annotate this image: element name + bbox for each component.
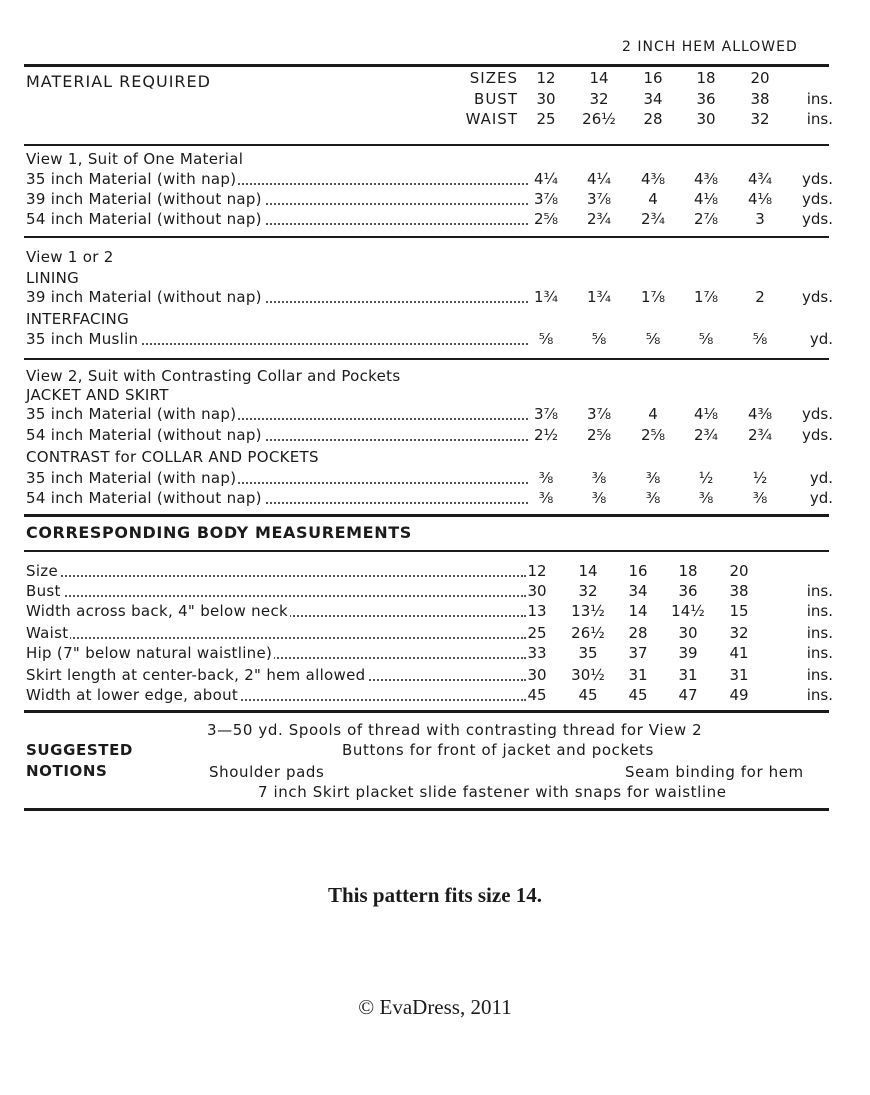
- notions-title-1: SUGGESTED: [26, 741, 133, 759]
- measure-value: 15: [729, 602, 749, 620]
- rule-notions: [24, 710, 829, 713]
- row-label-text: 54 inch Material (without nap): [26, 426, 262, 444]
- unit-label: yds.: [802, 426, 833, 444]
- size-header-value: 38: [750, 90, 770, 108]
- size-value: ⅜: [698, 489, 714, 507]
- measure-value: 35: [578, 644, 598, 662]
- size-header-value: 16: [643, 69, 663, 87]
- measure-value: 16: [628, 562, 648, 580]
- size-value: 1⅞: [640, 288, 666, 306]
- measure-label-text: Size: [26, 562, 58, 580]
- rule-view12: [24, 236, 829, 238]
- size-value: ⅜: [591, 489, 607, 507]
- size-header-value: 20: [750, 69, 770, 87]
- view12-heading: View 1 or 2: [26, 248, 114, 266]
- size-value: 4: [648, 190, 658, 208]
- unit-label: ins.: [806, 624, 833, 642]
- row-label-text: 35 inch Material (with nap): [26, 469, 237, 487]
- size-value: 3⅞: [533, 405, 559, 423]
- measure-value: 14: [628, 602, 648, 620]
- jacket-skirt-label: JACKET AND SKIRT: [26, 386, 169, 404]
- row-label: [26, 426, 528, 444]
- measure-label-text: Width at lower edge, about: [26, 686, 239, 704]
- lining-label: LINING: [26, 269, 80, 287]
- measure-value: 34: [628, 582, 648, 600]
- size-value: ⅜: [752, 489, 768, 507]
- measure-label-text: Width across back, 4" below neck: [26, 602, 288, 620]
- notion-shoulder-pads: Shoulder pads: [209, 763, 325, 781]
- size-value: 3: [755, 210, 765, 228]
- size-value: 2⅝: [586, 426, 612, 444]
- unit-label: ins.: [806, 686, 833, 704]
- size-value: 4⅜: [747, 405, 773, 423]
- size-value: 2¾: [640, 210, 666, 228]
- row-label-text: 35 inch Material (with nap): [26, 170, 237, 188]
- size-value: ⅜: [538, 469, 554, 487]
- unit-label: yds.: [802, 210, 833, 228]
- measure-value: 25: [527, 624, 547, 642]
- notion-thread: 3—50 yd. Spools of thread with contrasting thread for View 2: [207, 721, 703, 739]
- size-value: 4⅜: [640, 170, 666, 188]
- size-header-value: 32: [589, 90, 609, 108]
- measure-value: 45: [527, 686, 547, 704]
- measure-value: 41: [729, 644, 749, 662]
- notions-title-2: NOTIONS: [26, 762, 108, 780]
- size-value: ⅜: [645, 489, 661, 507]
- contrast-label: CONTRAST for COLLAR AND POCKETS: [26, 448, 319, 466]
- rule-view1: [24, 144, 829, 146]
- size-value: ⅝: [591, 330, 607, 348]
- unit-label: ins.: [806, 582, 833, 600]
- measure-value: 14½: [671, 602, 705, 620]
- unit-label: ins.: [806, 110, 833, 128]
- row-label: [26, 405, 528, 423]
- row-label-text: 54 inch Material (without nap): [26, 210, 262, 228]
- size-value: ⅝: [538, 330, 554, 348]
- measure-value: 45: [628, 686, 648, 704]
- size-header-value: 12: [536, 69, 556, 87]
- measure-value: 30: [527, 666, 547, 684]
- measure-label: [26, 582, 526, 600]
- measure-value: 36: [678, 582, 698, 600]
- view1-heading: View 1, Suit of One Material: [26, 150, 244, 168]
- size-value: 2½: [533, 426, 559, 444]
- measure-value: 30½: [571, 666, 605, 684]
- measure-value: 14: [578, 562, 598, 580]
- row-label: [26, 170, 528, 188]
- size-header-label: WAIST: [465, 110, 518, 128]
- size-value: 4⅛: [693, 190, 719, 208]
- size-header-value: 14: [589, 69, 609, 87]
- unit-label: ins.: [806, 666, 833, 684]
- unit-label: yd.: [809, 330, 833, 348]
- size-value: 4¼: [586, 170, 612, 188]
- size-value: ⅝: [645, 330, 661, 348]
- unit-label: yds.: [802, 288, 833, 306]
- size-header-value: 30: [696, 110, 716, 128]
- hem-note: 2 INCH HEM ALLOWED: [622, 39, 798, 55]
- size-header-value: 36: [696, 90, 716, 108]
- view2-heading: View 2, Suit with Contrasting Collar and Pockets: [26, 367, 401, 385]
- row-label-text: 39 inch Material (without nap): [26, 288, 262, 306]
- size-value: 3⅞: [586, 405, 612, 423]
- size-value: ½: [698, 469, 714, 487]
- unit-label: yds.: [802, 405, 833, 423]
- measure-value: 32: [729, 624, 749, 642]
- size-value: ⅜: [538, 489, 554, 507]
- material-title: MATERIAL REQUIRED: [26, 72, 211, 91]
- measure-value: 18: [678, 562, 698, 580]
- row-label: [26, 489, 528, 507]
- measure-value: 31: [729, 666, 749, 684]
- measure-label: [26, 686, 526, 704]
- size-header-label: BUST: [474, 90, 518, 108]
- body-title: CORRESPONDING BODY MEASUREMENTS: [26, 523, 412, 542]
- size-value: 2¾: [586, 210, 612, 228]
- measure-value: 20: [729, 562, 749, 580]
- row-label: [26, 288, 528, 306]
- bottom-rule: [24, 808, 829, 811]
- row-label: [26, 330, 528, 348]
- size-value: 4⅜: [693, 170, 719, 188]
- size-header-value: 34: [643, 90, 663, 108]
- size-header-value: 25: [536, 110, 556, 128]
- measure-label-text: Bust: [26, 582, 61, 600]
- size-value: 2⅞: [693, 210, 719, 228]
- measure-value: 38: [729, 582, 749, 600]
- measure-label: [26, 602, 526, 620]
- measure-label: [26, 666, 526, 684]
- measure-value: 33: [527, 644, 547, 662]
- top-rule: [24, 64, 829, 67]
- measure-value: 26½: [571, 624, 605, 642]
- row-label: [26, 469, 528, 487]
- measure-value: 49: [729, 686, 749, 704]
- rule-view2: [24, 358, 829, 360]
- size-value: 3⅞: [533, 190, 559, 208]
- row-label-text: 35 inch Material (with nap): [26, 405, 237, 423]
- measure-value: 37: [628, 644, 648, 662]
- row-label-text: 35 inch Muslin: [26, 330, 139, 348]
- size-value: 1¾: [586, 288, 612, 306]
- notion-seam-binding: Seam binding for hem: [625, 763, 804, 781]
- size-value: 4⅛: [747, 190, 773, 208]
- size-value: 2⅝: [533, 210, 559, 228]
- measure-label: [26, 624, 526, 642]
- row-label: [26, 190, 528, 208]
- size-value: ⅜: [591, 469, 607, 487]
- size-value: 2¾: [747, 426, 773, 444]
- size-value: ⅜: [645, 469, 661, 487]
- size-value: 2: [755, 288, 765, 306]
- unit-label: ins.: [806, 90, 833, 108]
- notion-buttons: Buttons for front of jacket and pockets: [342, 741, 654, 759]
- measure-value: 12: [527, 562, 547, 580]
- measure-value: 13: [527, 602, 547, 620]
- measure-value: 13½: [571, 602, 605, 620]
- size-header-value: 28: [643, 110, 663, 128]
- size-header-value: 30: [536, 90, 556, 108]
- measure-value: 30: [527, 582, 547, 600]
- size-value: 3⅞: [586, 190, 612, 208]
- measure-value: 31: [628, 666, 648, 684]
- size-header-value: 32: [750, 110, 770, 128]
- row-label: [26, 210, 528, 228]
- unit-label: ins.: [806, 644, 833, 662]
- size-fit-caption: This pattern fits size 14.: [327, 883, 543, 907]
- measure-value: 32: [578, 582, 598, 600]
- rule-body-sub: [24, 550, 829, 552]
- size-value: 4: [648, 405, 658, 423]
- measure-value: 28: [628, 624, 648, 642]
- size-value: 1⅞: [693, 288, 719, 306]
- size-value: 2¾: [693, 426, 719, 444]
- measure-value: 30: [678, 624, 698, 642]
- size-value: ⅝: [752, 330, 768, 348]
- size-header-value: 18: [696, 69, 716, 87]
- measure-label: [26, 562, 526, 580]
- measure-label-text: Hip (7" below natural waistline): [26, 644, 273, 662]
- size-value: 2⅝: [640, 426, 666, 444]
- measure-value: 45: [578, 686, 598, 704]
- measure-value: 39: [678, 644, 698, 662]
- size-value: 4⅛: [693, 405, 719, 423]
- row-label-text: 54 inch Material (without nap): [26, 489, 262, 507]
- size-value: 1¾: [533, 288, 559, 306]
- size-value: 4¾: [747, 170, 773, 188]
- size-header-label: SIZES: [469, 69, 518, 87]
- size-header-value: 26½: [582, 110, 616, 128]
- unit-label: ins.: [806, 602, 833, 620]
- unit-label: yds.: [802, 190, 833, 208]
- measure-value: 31: [678, 666, 698, 684]
- row-label-text: 39 inch Material (without nap): [26, 190, 262, 208]
- unit-label: yd.: [809, 469, 833, 487]
- rule-body: [24, 514, 829, 517]
- measure-label-text: Skirt length at center-back, 2" hem allowed: [26, 666, 366, 684]
- size-value: 4¼: [533, 170, 559, 188]
- measure-label-text: Waist: [26, 624, 69, 642]
- size-value: ⅝: [698, 330, 714, 348]
- unit-label: yds.: [802, 170, 833, 188]
- measure-label: [26, 644, 526, 662]
- size-value: ½: [752, 469, 768, 487]
- measure-value: 47: [678, 686, 698, 704]
- copyright-notice: © EvaDress, 2011: [358, 995, 512, 1019]
- interfacing-label: INTERFACING: [26, 310, 129, 328]
- unit-label: yd.: [809, 489, 833, 507]
- notion-fastener: 7 inch Skirt placket slide fastener with snaps for waistline: [258, 783, 727, 801]
